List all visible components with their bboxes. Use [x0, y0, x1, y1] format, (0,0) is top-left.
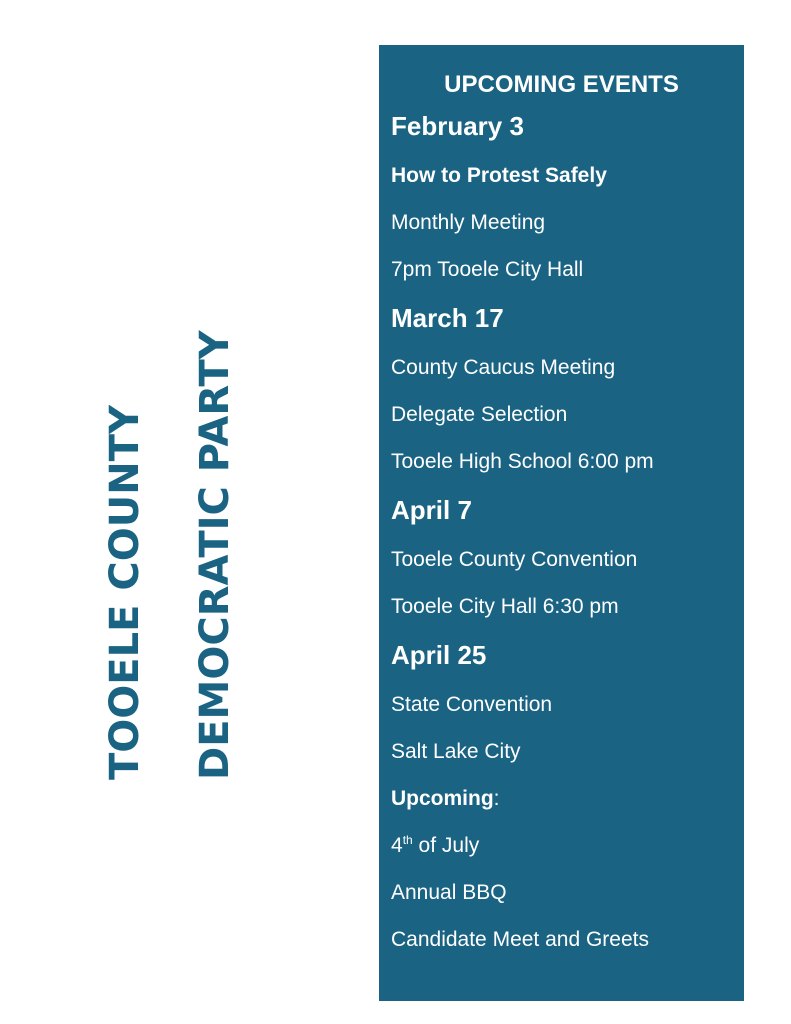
upcoming-item: Candidate Meet and Greets: [391, 928, 649, 951]
organization-title-line-1: TOOELE COUNTY: [102, 405, 148, 780]
organization-title: [102, 250, 238, 780]
july-suffix: th: [402, 833, 413, 847]
upcoming-item: Annual BBQ: [391, 881, 507, 904]
event-title: How to Protest Safely: [391, 164, 607, 187]
event-date: March 17: [391, 303, 504, 333]
event-description: Delegate Selection: [391, 403, 568, 426]
event-date: February 3: [391, 111, 524, 141]
upcoming-label-colon: :: [493, 787, 500, 810]
upcoming-label-text: Upcoming: [391, 787, 494, 810]
event-details: Tooele High School 6:00 pm: [391, 450, 654, 473]
event-details: Tooele City Hall 6:30 pm: [391, 595, 619, 618]
event-date: April 7: [391, 495, 472, 525]
july-rest: of July: [412, 834, 480, 857]
event-february-3: [391, 111, 732, 283]
event-title: State Convention: [391, 693, 553, 716]
event-description: Monthly Meeting: [391, 211, 546, 234]
upcoming-label: [391, 785, 732, 812]
event-title: County Caucus Meeting: [391, 356, 616, 379]
upcoming-item-july: [391, 832, 732, 859]
event-details: 7pm Tooele City Hall: [391, 258, 584, 281]
event-details: Salt Lake City: [391, 740, 521, 763]
event-date: April 25: [391, 640, 487, 670]
july-number: 4: [391, 834, 403, 857]
event-april-25: [391, 640, 732, 765]
event-march-17: [391, 303, 732, 475]
upcoming-events-panel: [379, 45, 744, 1001]
panel-heading: UPCOMING EVENTS: [444, 71, 679, 98]
event-title: Tooele County Convention: [391, 548, 638, 571]
event-april-7: [391, 495, 732, 620]
organization-title-line-2: DEMOCRATIC PARTY: [192, 330, 238, 780]
